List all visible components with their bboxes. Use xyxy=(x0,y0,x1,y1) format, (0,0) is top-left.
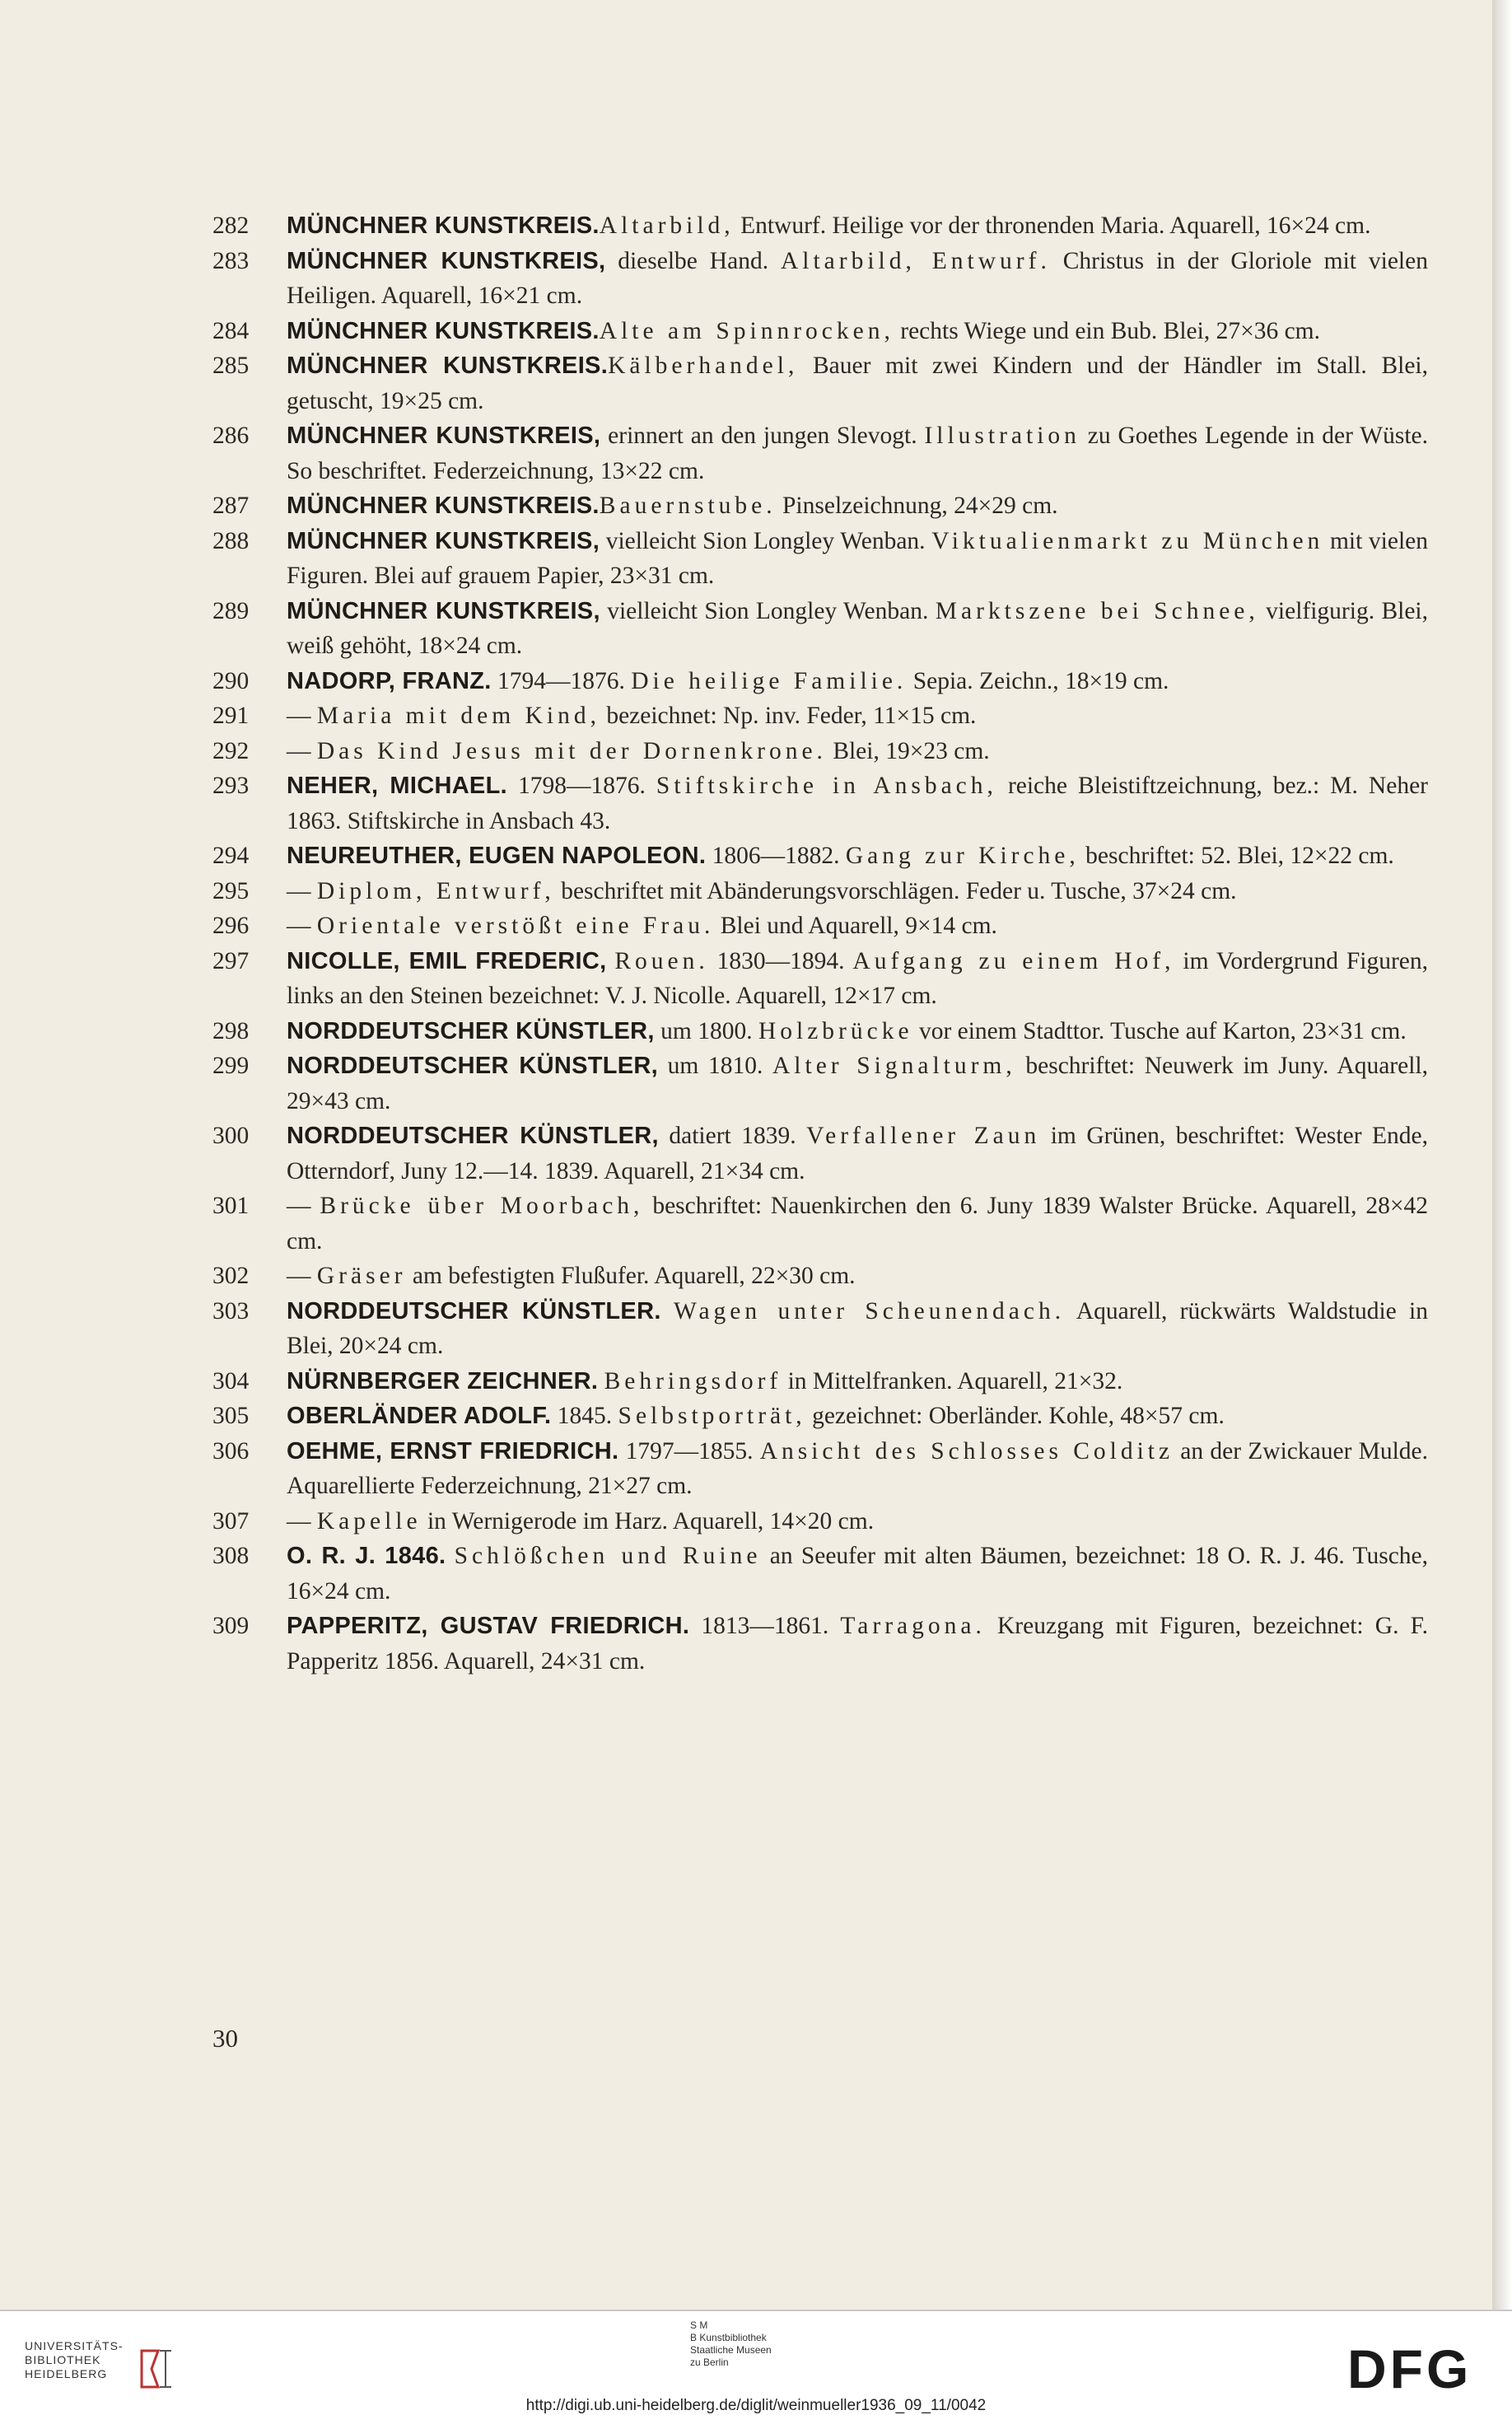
entry-description: Pinselzeichnung, 24×29 cm. xyxy=(776,493,1058,519)
stamp-line-4: zu Berlin xyxy=(690,2357,729,2368)
entry-description: im Vordergrund Figuren, links an den Steinen bezeichnet: V. J. Nicolle. Aquarell, 12×17 cm. xyxy=(287,947,1428,1009)
entry-number: 300 xyxy=(212,1123,250,1149)
catalog-entry xyxy=(212,208,1428,244)
work-title: Kapelle xyxy=(316,1507,422,1534)
entry-text xyxy=(287,1294,1428,1364)
artist-name: NADORP, FRANZ. xyxy=(287,667,492,694)
entry-text xyxy=(287,734,1428,769)
catalog-entry xyxy=(212,1294,1428,1364)
catalog-entry xyxy=(212,244,1428,314)
artist-name: MÜNCHNER KUNSTKREIS, xyxy=(287,527,600,554)
work-title: Alter Signalturm, xyxy=(772,1053,1016,1079)
entry-number: 292 xyxy=(212,737,250,764)
entry-prefix: — xyxy=(287,877,317,904)
university-line-1: UNIVERSITÄTS- xyxy=(25,2339,124,2352)
entry-text xyxy=(287,1504,1428,1539)
entry-text xyxy=(287,909,1428,944)
artist-name: NORDDEUTSCHER KÜNSTLER. xyxy=(287,1297,661,1324)
entry-dates: 1830—1894. xyxy=(708,947,853,974)
catalog-entry xyxy=(212,874,1428,909)
entry-prefix: vielleicht Sion Longley Wenban. xyxy=(600,527,932,554)
entry-description: Bauer mit zwei Kindern und der Händler im Stall. Blei, getuscht, 19×25 cm. xyxy=(287,353,1428,414)
entry-text xyxy=(287,1014,1428,1049)
entry-number: 306 xyxy=(212,1437,250,1464)
dfg-logo[interactable]: DFG xyxy=(1347,2338,1472,2399)
entry-text xyxy=(287,418,1428,488)
entry-number: 299 xyxy=(212,1053,250,1079)
entry-text xyxy=(287,698,1428,734)
catalog-entry xyxy=(212,768,1428,838)
entry-number: 309 xyxy=(212,1613,250,1639)
catalog-entry xyxy=(212,524,1428,594)
entry-prefix: um 1800. xyxy=(654,1017,758,1044)
work-title: Schlößchen und Ruine xyxy=(454,1543,762,1569)
catalog-entry xyxy=(212,314,1428,349)
entry-number: 304 xyxy=(212,1367,250,1394)
artist-name: NORDDEUTSCHER KÜNSTLER, xyxy=(287,1123,659,1149)
catalog-entry xyxy=(212,1504,1428,1539)
work-title: Viktualienmarkt zu München xyxy=(931,527,1324,554)
catalog-entry xyxy=(212,1119,1428,1189)
entry-description: bezeichnet: Np. inv. Feder, 11×15 cm. xyxy=(600,703,977,729)
catalog-entry xyxy=(212,1014,1428,1049)
artist-name: PAPPERITZ, GUSTAV FRIEDRICH. xyxy=(287,1613,690,1639)
work-title: Kälberhandel, xyxy=(608,353,799,379)
university-library-logo[interactable] xyxy=(25,2339,206,2381)
entry-description: gezeichnet: Oberländer. Kohle, 48×57 cm. xyxy=(805,1403,1225,1429)
artist-name: NORDDEUTSCHER KÜNSTLER, xyxy=(287,1017,655,1044)
work-title: Ansicht des Schlosses Colditz xyxy=(759,1437,1174,1464)
work-title: Altarbild, xyxy=(599,213,735,239)
entry-number: 307 xyxy=(212,1507,250,1534)
entry-description: vielfigurig. Blei, weiß gehöht, 18×24 cm. xyxy=(287,597,1428,659)
entry-prefix: dieselbe Hand. xyxy=(605,247,781,274)
entry-description: Blei, 19×23 cm. xyxy=(826,737,990,764)
entry-number: 298 xyxy=(212,1017,250,1044)
artist-name: O. R. J. 1846. xyxy=(287,1543,446,1569)
entry-text xyxy=(287,314,1428,349)
entry-number: 297 xyxy=(212,947,250,974)
work-title: Altarbild, Entwurf. xyxy=(780,247,1051,274)
entry-text xyxy=(287,768,1428,838)
work-title: Alte am Spinnrocken, xyxy=(599,317,894,344)
stamp-line-3: Staatliche Museen xyxy=(690,2344,772,2356)
entry-prefix: datiert 1839. xyxy=(658,1123,807,1149)
artist-name: NÜRNBERGER ZEICHNER. xyxy=(287,1367,599,1394)
entry-text xyxy=(287,594,1428,664)
catalog-entry xyxy=(212,698,1428,734)
work-title: Die heilige Familie. xyxy=(631,667,908,694)
entry-description: zu Goethes Legende in der Wüste. So beschriftet. Federzeichnung, 13×22 cm. xyxy=(287,423,1428,484)
artist-name: MÜNCHNER KUNSTKREIS. xyxy=(287,317,600,344)
catalog-entries xyxy=(212,208,1428,1679)
work-title: Marktszene bei Schnee, xyxy=(935,597,1259,624)
artist-name: MÜNCHNER KUNSTKREIS, xyxy=(287,423,601,449)
catalog-entry xyxy=(212,418,1428,488)
entry-description: in Wernigerode im Harz. Aquarell, 14×20 cm. xyxy=(421,1507,875,1534)
catalog-entry xyxy=(212,1189,1428,1259)
entry-number: 291 xyxy=(212,703,250,729)
artist-name: MÜNCHNER KUNSTKREIS, xyxy=(287,597,600,624)
entry-number: 294 xyxy=(212,843,250,869)
entry-number: 290 xyxy=(212,667,250,694)
permalink-url[interactable]: http://digi.ub.uni-heidelberg.de/diglit/weinmueller1936_09_11/0042 xyxy=(525,2397,987,2414)
catalog-entry xyxy=(212,348,1428,418)
entry-prefix: — xyxy=(287,1507,317,1534)
entry-text xyxy=(287,1259,1428,1294)
artist-name: NORDDEUTSCHER KÜNSTLER, xyxy=(287,1053,659,1079)
scan-edge xyxy=(1492,0,1512,2310)
entry-description: beschriftet: 52. Blei, 12×22 cm. xyxy=(1079,843,1394,869)
entry-description: in Mittelfranken. Aquarell, 21×32. xyxy=(782,1367,1123,1394)
entry-text xyxy=(287,348,1428,418)
work-title: Brücke über Moorbach, xyxy=(320,1193,644,1219)
entry-text xyxy=(287,1119,1428,1189)
entry-prefix: — xyxy=(287,1263,317,1289)
entry-text xyxy=(287,1049,1428,1119)
entry-description: rechts Wiege und ein Bub. Blei, 27×36 cm. xyxy=(894,317,1321,344)
entry-prefix: 1798—1876. xyxy=(506,773,656,799)
artist-name: OBERLÄNDER ADOLF. xyxy=(287,1403,552,1429)
artist-name: NEUREUTHER, EUGEN NAPOLEON. xyxy=(287,843,707,869)
work-title: Diplom, Entwurf, xyxy=(316,877,555,904)
work-title: Aufgang zu einem Hof, xyxy=(852,947,1175,974)
entry-text xyxy=(287,1399,1428,1434)
entry-description: Sepia. Zeichn., 18×19 cm. xyxy=(907,667,1169,694)
entry-number: 293 xyxy=(212,773,250,799)
entry-number: 303 xyxy=(212,1297,250,1324)
entry-description: Christus in der Gloriole mit vielen Heiligen. Aquarell, 16×21 cm. xyxy=(287,247,1428,309)
entry-prefix xyxy=(661,1298,674,1324)
work-title: Rouen. xyxy=(614,947,709,974)
stamp-line-2: B Kunstbibliothek xyxy=(690,2332,767,2343)
entry-text xyxy=(287,838,1428,874)
entry-prefix: — xyxy=(287,703,317,729)
artist-name: NEHER, MICHAEL. xyxy=(287,773,507,799)
work-title: Orientale verstößt eine Frau. xyxy=(316,913,715,939)
entry-prefix xyxy=(598,1368,604,1394)
entry-number: 302 xyxy=(212,1263,250,1289)
entry-number: 282 xyxy=(212,213,250,239)
entry-text xyxy=(287,1434,1428,1504)
entry-number: 296 xyxy=(212,913,250,939)
entry-number: 284 xyxy=(212,317,250,344)
work-title: Holzbrücke xyxy=(758,1017,913,1044)
entry-description: an Seeufer mit alten Bäumen, bezeichnet: 18 O. R. J. 46. Tusche, 16×24 cm. xyxy=(287,1543,1429,1605)
entry-prefix xyxy=(606,948,614,974)
work-title: Gräser xyxy=(316,1263,407,1289)
entry-prefix: — xyxy=(287,737,317,764)
entry-number: 305 xyxy=(212,1403,250,1429)
entry-text xyxy=(287,488,1428,524)
footer-divider xyxy=(0,2310,1512,2311)
entry-text xyxy=(287,1364,1428,1399)
entry-prefix: 1794—1876. xyxy=(491,667,632,694)
viewer-footer xyxy=(0,2310,1512,2415)
work-title: Stiftskirche in Ansbach, xyxy=(656,773,997,799)
artist-name: MÜNCHNER KUNSTKREIS. xyxy=(287,493,600,519)
work-title: Verfallener Zaun xyxy=(806,1123,1041,1149)
entry-text xyxy=(287,1189,1428,1259)
work-title: Gang zur Kirche, xyxy=(845,843,1080,869)
catalog-entry xyxy=(212,1364,1428,1399)
entry-text xyxy=(287,1609,1428,1679)
entry-text xyxy=(287,244,1428,314)
catalog-entry xyxy=(212,909,1428,944)
work-title: Behringsdorf xyxy=(604,1367,782,1394)
artist-name: MÜNCHNER KUNSTKREIS. xyxy=(287,213,600,239)
catalog-entry xyxy=(212,1399,1428,1434)
university-emblem-icon xyxy=(138,2347,175,2390)
entry-text xyxy=(287,208,1428,244)
entry-text xyxy=(287,664,1428,699)
entry-number: 288 xyxy=(212,527,250,554)
page-number: 30 xyxy=(212,2024,238,2053)
entry-description: an der Zwickauer Mulde. Aquarellierte Federzeichnung, 21×27 cm. xyxy=(287,1437,1429,1499)
entry-prefix: 1797—1855. xyxy=(618,1437,760,1464)
entry-text xyxy=(287,1539,1428,1609)
catalog-entry xyxy=(212,944,1428,1014)
entry-description: vor einem Stadttor. Tusche auf Karton, 23×31 cm. xyxy=(912,1017,1407,1044)
entry-prefix xyxy=(446,1543,454,1569)
entry-prefix: 1806—1882. xyxy=(706,843,846,869)
work-title: Das Kind Jesus mit der Dornenkrone. xyxy=(316,737,827,764)
university-line-2: BIBLIOTHEK xyxy=(25,2353,101,2366)
entry-description: Entwurf. Heilige vor der thronenden Maria. Aquarell, 16×24 cm. xyxy=(734,213,1371,239)
catalog-entry xyxy=(212,488,1428,524)
entry-description: im Grünen, beschriftet: Wester Ende, Otterndorf, Juny 12.—14. 1839. Aquarell, 21×34 cm. xyxy=(287,1123,1429,1184)
entry-text xyxy=(287,524,1428,594)
work-title: Bauernstube. xyxy=(599,493,777,519)
catalog-entry xyxy=(212,1049,1428,1119)
entry-number: 308 xyxy=(212,1543,250,1569)
artist-name: MÜNCHNER KUNSTKREIS. xyxy=(287,353,609,379)
entry-description: mit vielen Figuren. Blei auf grauem Papier, 23×31 cm. xyxy=(287,527,1429,589)
entry-description: beschriftet: Nauenkirchen den 6. Juny 1839 Walster Brücke. Aquarell, 28×42 cm. xyxy=(287,1193,1429,1254)
entry-description: Kreuzgang mit Figuren, bezeichnet: G. F. Papperitz 1856. Aquarell, 24×31 cm. xyxy=(287,1613,1428,1675)
catalog-entry xyxy=(212,838,1428,874)
entry-number: 285 xyxy=(212,353,250,379)
entry-number: 283 xyxy=(212,247,250,274)
entry-prefix: erinnert an den jungen Slevogt. xyxy=(600,423,925,449)
catalog-entry xyxy=(212,1434,1428,1504)
entry-prefix: 1845. xyxy=(551,1403,618,1429)
catalog-entry xyxy=(212,1609,1428,1679)
university-line-3: HEIDELBERG xyxy=(25,2367,108,2380)
entry-description: beschriftet: Neuwerk im Juny. Aquarell, 29×43 cm. xyxy=(287,1053,1428,1114)
work-title: Tarragona. xyxy=(840,1613,986,1639)
catalog-entry xyxy=(212,664,1428,699)
catalog-entry xyxy=(212,594,1428,664)
work-title: Selbstporträt, xyxy=(618,1403,806,1429)
work-title: Wagen unter Scheunendach. xyxy=(673,1297,1066,1324)
entry-prefix: 1813—1861. xyxy=(689,1613,841,1639)
artist-name: MÜNCHNER KUNSTKREIS, xyxy=(287,247,606,274)
entry-description: Aquarell, rückwärts Waldstudie in Blei, 20×24 cm. xyxy=(287,1297,1429,1359)
catalog-entry xyxy=(212,734,1428,769)
entry-prefix: vielleicht Sion Longley Wenban. xyxy=(600,597,936,624)
catalog-entry xyxy=(212,1539,1428,1609)
entry-number: 295 xyxy=(212,877,250,904)
entry-prefix: — xyxy=(287,913,317,939)
entry-number: 287 xyxy=(212,493,250,519)
artist-name: NICOLLE, EMIL FREDERIC, xyxy=(287,947,607,974)
entry-number: 286 xyxy=(212,423,250,449)
entry-description: am befestigten Flußufer. Aquarell, 22×30 cm. xyxy=(406,1263,856,1289)
catalog-entry xyxy=(212,1259,1428,1294)
stamp-line-1: S M xyxy=(690,2319,708,2331)
entry-description: Blei und Aquarell, 9×14 cm. xyxy=(714,913,997,939)
entry-description: reiche Bleistiftzeichnung, bez.: M. Neher 1863. Stiftskirche in Ansbach 43. xyxy=(287,773,1428,834)
entry-number: 301 xyxy=(212,1193,250,1219)
entry-prefix: — xyxy=(287,1193,320,1219)
work-title: Maria mit dem Kind, xyxy=(316,703,600,729)
entry-number: 289 xyxy=(212,597,250,624)
library-stamp xyxy=(690,2319,855,2369)
entry-text xyxy=(287,944,1428,1014)
entry-prefix: um 1810. xyxy=(658,1053,772,1079)
entry-description: beschriftet mit Abänderungsvorschlägen. Feder u. Tusche, 37×24 cm. xyxy=(554,877,1237,904)
work-title: Illustration xyxy=(924,423,1080,449)
artist-name: OEHME, ERNST FRIEDRICH. xyxy=(287,1437,619,1464)
entry-text xyxy=(287,874,1428,909)
